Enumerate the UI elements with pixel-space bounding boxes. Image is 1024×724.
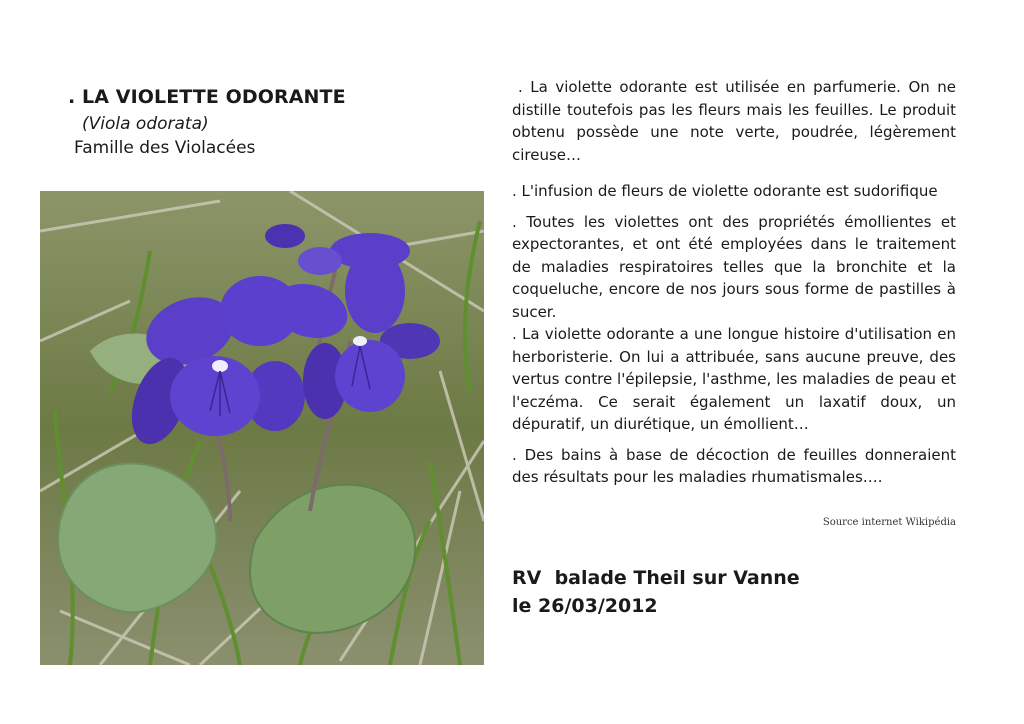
source-note: Source internet Wikipédia — [822, 517, 956, 528]
violet-photo — [40, 191, 484, 665]
paragraph-perfume: . La violette odorante est utilisée en parfumerie. On ne distille toutefois pas les fleurs mais les feuilles. Le produit obtenu possède une note verte, poudrée, légèrement cireuse… — [512, 78, 956, 164]
event-title: RV balade Theil sur Vanne — [512, 567, 800, 589]
paragraph-baths: . Des bains à base de décoction de feuilles donneraient des résultats pour les maladies rhumatismales…. — [512, 445, 956, 486]
plant-family: Famille des Violacées — [74, 138, 256, 158]
footer-event — [512, 564, 952, 620]
latin-name: (Viola odorata) — [82, 114, 209, 134]
description-column — [512, 76, 956, 489]
paragraph-infusion: . L'infusion de fleurs de violette odorante est sudorifique — [512, 182, 938, 200]
violet-flower-icon — [40, 191, 484, 665]
title-block — [68, 86, 468, 158]
paragraph-properties: . Toutes les violettes ont des propriétés émollientes et expectorantes, et ont été employées dans le traitement de maladies respiratoires telles que la bronchite et la coqueluche, encore de nos jours sous forme de pastilles à sucer. — [512, 212, 956, 321]
event-date: le 26/03/2012 — [512, 595, 658, 617]
page-title: . LA VIOLETTE ODORANTE — [68, 86, 346, 108]
paragraph-history: . La violette odorante a une longue histoire d'utilisation en herboristerie. On lui a attribuée, sans aucune preuve, des vertus contre l'épilepsie, l'asthme, les maladies de peau et l'eczéma. Ce serait également un laxatif doux, un dépuratif, un diurétique, un émollient… — [512, 325, 956, 433]
